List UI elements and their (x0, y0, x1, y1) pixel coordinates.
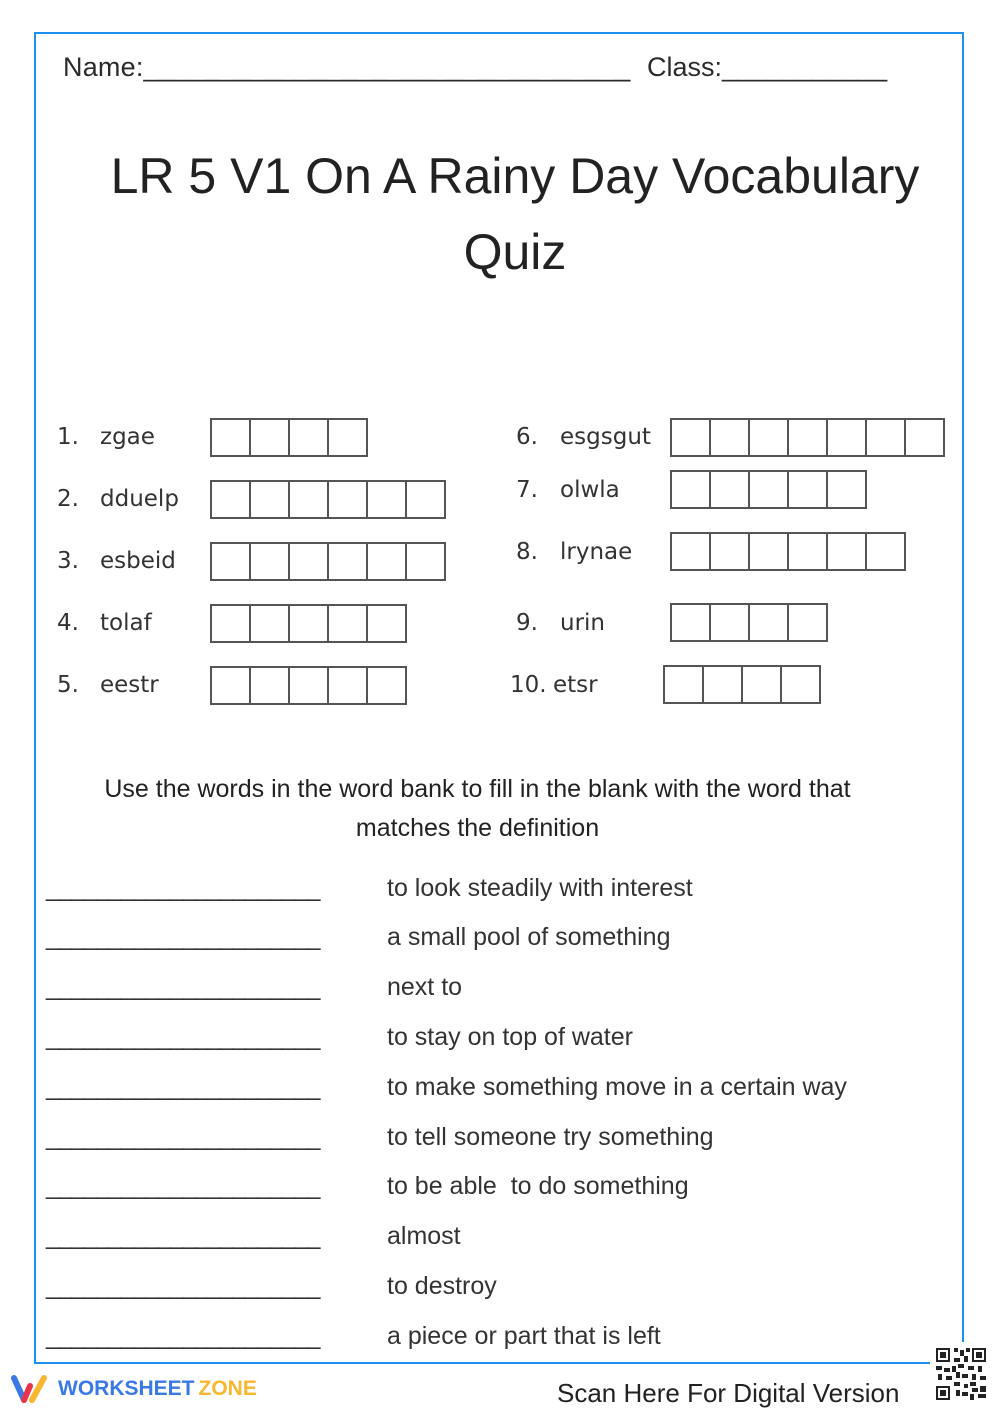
definition-text: to stay on top of water (387, 1023, 633, 1051)
letter-box[interactable] (826, 532, 867, 571)
scrambled-word: etsr (553, 672, 598, 698)
letter-box[interactable] (249, 666, 290, 705)
answer-boxes-1[interactable] (210, 418, 366, 455)
definition-text: a small pool of something (387, 923, 671, 951)
letter-box[interactable] (787, 470, 828, 509)
letter-box[interactable] (787, 603, 828, 642)
letter-box[interactable] (865, 418, 906, 457)
answer-blank[interactable]: ______________________ (46, 1322, 319, 1350)
letter-box[interactable] (210, 480, 251, 519)
letter-box[interactable] (709, 418, 750, 457)
worksheet-zone-logo[interactable] (10, 1374, 257, 1404)
scrambled-word: esbeid (100, 548, 176, 574)
title-line-2: Quiz (463, 224, 567, 280)
letter-box[interactable] (366, 666, 407, 705)
letter-box[interactable] (327, 666, 368, 705)
qr-code-icon[interactable] (930, 1342, 992, 1406)
instructions-line-2: matches the definition (355, 814, 600, 842)
definition-text: to look steadily with interest (387, 874, 693, 902)
letter-box[interactable] (210, 542, 251, 581)
letter-box[interactable] (780, 665, 821, 704)
logo-text-worksheet: WORKSHEET (58, 1377, 195, 1400)
letter-box[interactable] (327, 418, 368, 457)
letter-box[interactable] (366, 604, 407, 643)
scan-text: Scan Here For Digital Version (557, 1378, 900, 1408)
letter-box[interactable] (670, 418, 711, 457)
logo-w-icon (10, 1374, 50, 1404)
scrambled-word: zgae (100, 424, 155, 450)
letter-box[interactable] (327, 542, 368, 581)
letter-box[interactable] (249, 418, 290, 457)
letter-box[interactable] (670, 470, 711, 509)
item-number: 1. (57, 424, 79, 450)
definition-text: to destroy (387, 1272, 497, 1300)
answer-boxes-9[interactable] (670, 603, 826, 640)
item-number: 2. (57, 486, 79, 512)
definition-text: to make something move in a certain way (387, 1073, 847, 1101)
letter-box[interactable] (670, 532, 711, 571)
letter-box[interactable] (663, 665, 704, 704)
item-number: 3. (57, 548, 79, 574)
letter-box[interactable] (366, 542, 407, 581)
letter-box[interactable] (249, 480, 290, 519)
definition-text: next to (387, 973, 463, 1001)
logo-text-zone: ZONE (198, 1377, 257, 1400)
answer-blank[interactable]: ______________________ (46, 1172, 319, 1200)
item-number: 10. (510, 672, 547, 698)
scrambled-word: olwla (560, 477, 620, 503)
class-field[interactable]: Class:___________ (647, 52, 888, 82)
logo-text (58, 1377, 257, 1401)
answer-blank[interactable]: ______________________ (46, 1123, 319, 1151)
answer-blank[interactable]: ______________________ (46, 1222, 319, 1250)
letter-box[interactable] (904, 418, 945, 457)
letter-box[interactable] (741, 665, 782, 704)
scrambled-word: esgsgut (560, 424, 651, 450)
letter-box[interactable] (288, 666, 329, 705)
letter-box[interactable] (327, 604, 368, 643)
item-number: 4. (57, 610, 79, 636)
page-title (60, 138, 970, 290)
letter-box[interactable] (748, 532, 789, 571)
answer-boxes-10[interactable] (663, 665, 819, 702)
answer-boxes-2[interactable] (210, 480, 444, 517)
letter-box[interactable] (709, 470, 750, 509)
definition-text: almost (387, 1222, 461, 1250)
item-number: 9. (516, 610, 538, 636)
letter-box[interactable] (288, 604, 329, 643)
letter-box[interactable] (709, 603, 750, 642)
letter-box[interactable] (748, 603, 789, 642)
answer-blank[interactable]: ______________________ (46, 1272, 319, 1300)
letter-box[interactable] (826, 418, 867, 457)
scrambled-word: eestr (100, 672, 159, 698)
letter-box[interactable] (748, 418, 789, 457)
title-line-1: LR 5 V1 On A Rainy Day Vocabulary (110, 148, 920, 204)
item-number: 7. (516, 477, 538, 503)
letter-box[interactable] (288, 542, 329, 581)
answer-boxes-6[interactable] (670, 418, 943, 455)
letter-box[interactable] (405, 542, 446, 581)
answer-boxes-7[interactable] (670, 470, 865, 507)
answer-blank[interactable]: ______________________ (46, 874, 319, 902)
letter-box[interactable] (748, 470, 789, 509)
scrambled-word: tolaf (100, 610, 152, 636)
instructions (40, 770, 915, 848)
letter-box[interactable] (865, 532, 906, 571)
scrambled-word: lrynae (560, 539, 633, 565)
answer-blank[interactable]: ______________________ (46, 973, 319, 1001)
answer-boxes-3[interactable] (210, 542, 444, 579)
letter-box[interactable] (288, 480, 329, 519)
definition-text: to be able to do something (387, 1172, 689, 1200)
answer-boxes-8[interactable] (670, 532, 904, 569)
letter-box[interactable] (249, 542, 290, 581)
answer-blank[interactable]: ______________________ (46, 923, 319, 951)
scrambled-word: dduelp (100, 486, 179, 512)
item-number: 5. (57, 672, 79, 698)
letter-box[interactable] (210, 418, 251, 457)
letter-box[interactable] (787, 532, 828, 571)
letter-box[interactable] (210, 666, 251, 705)
letter-box[interactable] (288, 418, 329, 457)
letter-box[interactable] (709, 532, 750, 571)
definition-text: to tell someone try something (387, 1123, 714, 1151)
answer-boxes-5[interactable] (210, 666, 405, 703)
answer-blank[interactable]: ______________________ (46, 1073, 319, 1101)
scrambled-word: urin (560, 610, 606, 636)
letter-box[interactable] (210, 604, 251, 643)
letter-box[interactable] (787, 418, 828, 457)
letter-box[interactable] (670, 603, 711, 642)
definition-text: a piece or part that is left (387, 1322, 661, 1350)
item-number: 8. (516, 539, 538, 565)
letter-box[interactable] (702, 665, 743, 704)
answer-blank[interactable]: ______________________ (46, 1023, 319, 1051)
letter-box[interactable] (405, 480, 446, 519)
letter-box[interactable] (366, 480, 407, 519)
instructions-line-1: Use the words in the word bank to fill in the blank with the word that (104, 775, 851, 803)
item-number: 6. (516, 424, 538, 450)
answer-boxes-4[interactable] (210, 604, 405, 641)
letter-box[interactable] (327, 480, 368, 519)
letter-box[interactable] (249, 604, 290, 643)
name-field[interactable]: Name:________________________________ (63, 52, 631, 82)
letter-box[interactable] (826, 470, 867, 509)
